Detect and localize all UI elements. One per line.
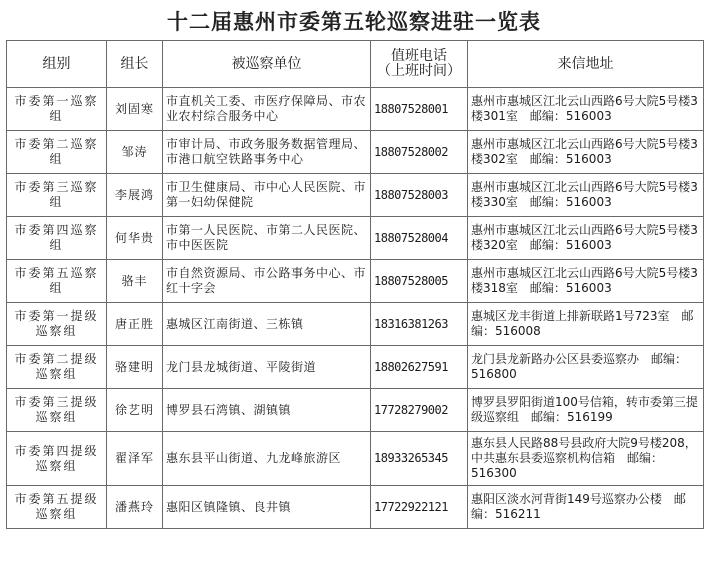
cell-group: 市委第五提级巡察组 — [7, 486, 107, 529]
cell-unit: 惠城区江南街道、三栋镇 — [163, 303, 371, 346]
cell-address: 惠州市惠城区江北云山西路6号大院5号楼3楼301室 邮编：516003 — [468, 88, 704, 131]
cell-leader: 邹涛 — [107, 131, 163, 174]
header-phone-line2: （上班时间） — [377, 63, 461, 79]
cell-leader: 刘固寒 — [107, 88, 163, 131]
cell-phone: 18807528001 — [371, 88, 468, 131]
cell-phone: 18807528003 — [371, 174, 468, 217]
header-row — [7, 41, 704, 88]
cell-leader: 唐正胜 — [107, 303, 163, 346]
cell-group: 市委第五巡察组 — [7, 260, 107, 303]
header-phone — [371, 41, 468, 88]
cell-group: 市委第三巡察组 — [7, 174, 107, 217]
cell-group: 市委第二巡察组 — [7, 131, 107, 174]
cell-group: 市委第二提级巡察组 — [7, 346, 107, 389]
cell-group: 市委第一巡察组 — [7, 88, 107, 131]
cell-unit: 市自然资源局、市公路事务中心、市红十字会 — [163, 260, 371, 303]
cell-group: 市委第一提级巡察组 — [7, 303, 107, 346]
cell-phone: 18802627591 — [371, 346, 468, 389]
header-unit: 被巡察单位 — [163, 41, 371, 88]
cell-leader: 骆丰 — [107, 260, 163, 303]
cell-group: 市委第三提级巡察组 — [7, 389, 107, 432]
cell-unit: 博罗县石湾镇、湖镇镇 — [163, 389, 371, 432]
cell-leader: 翟泽军 — [107, 432, 163, 486]
cell-address: 惠州市惠城区江北云山西路6号大院5号楼3楼320室 邮编：516003 — [468, 217, 704, 260]
table-row — [7, 486, 704, 529]
table-row — [7, 131, 704, 174]
table-row — [7, 260, 704, 303]
cell-leader: 徐艺明 — [107, 389, 163, 432]
cell-phone: 18807528004 — [371, 217, 468, 260]
cell-unit: 惠阳区镇隆镇、良井镇 — [163, 486, 371, 529]
cell-phone: 17722922121 — [371, 486, 468, 529]
cell-group: 市委第四巡察组 — [7, 217, 107, 260]
cell-unit: 惠东县平山街道、九龙峰旅游区 — [163, 432, 371, 486]
cell-unit: 市审计局、市政务服务数据管理局、市港口航空铁路事务中心 — [163, 131, 371, 174]
cell-unit: 市第一人民医院、市第二人民医院、市中医医院 — [163, 217, 371, 260]
table-row — [7, 217, 704, 260]
page-title: 十二届惠州市委第五轮巡察进驻一览表 — [167, 10, 541, 34]
header-group: 组别 — [7, 41, 107, 88]
cell-address: 惠东县人民路88号县政府大院9号楼208，中共惠东县委巡察机构信箱 邮编：516300 — [468, 432, 704, 486]
header-address: 来信地址 — [468, 41, 704, 88]
cell-address: 惠城区龙丰街道上排新联路1号723室 邮编：516008 — [468, 303, 704, 346]
cell-leader: 李展鸿 — [107, 174, 163, 217]
cell-unit: 市直机关工委、市医疗保障局、市农业农村综合服务中心 — [163, 88, 371, 131]
cell-address: 博罗县罗阳街道100号信箱，转市委第三提级巡察组 邮编：516199 — [468, 389, 704, 432]
cell-unit: 龙门县龙城街道、平陵街道 — [163, 346, 371, 389]
cell-leader: 潘燕玲 — [107, 486, 163, 529]
cell-phone: 18933265345 — [371, 432, 468, 486]
table-row — [7, 389, 704, 432]
table-row — [7, 174, 704, 217]
cell-address: 龙门县龙新路办公区县委巡察办 邮编：516800 — [468, 346, 704, 389]
cell-leader: 骆建明 — [107, 346, 163, 389]
table-row — [7, 303, 704, 346]
table-row — [7, 432, 704, 486]
table-row — [7, 88, 704, 131]
header-leader: 组长 — [107, 41, 163, 88]
cell-group: 市委第四提级巡察组 — [7, 432, 107, 486]
cell-address: 惠州市惠城区江北云山西路6号大院5号楼3楼302室 邮编：516003 — [468, 131, 704, 174]
cell-unit: 市卫生健康局、市中心人民医院、市第一妇幼保健院 — [163, 174, 371, 217]
cell-address: 惠阳区淡水河背街149号巡察办公楼 邮编：516211 — [468, 486, 704, 529]
cell-phone: 17728279002 — [371, 389, 468, 432]
cell-address: 惠州市惠城区江北云山西路6号大院5号楼3楼330室 邮编：516003 — [468, 174, 704, 217]
cell-phone: 18807528002 — [371, 131, 468, 174]
cell-phone: 18807528005 — [371, 260, 468, 303]
inspection-table — [6, 40, 704, 529]
cell-address: 惠州市惠城区江北云山西路6号大院5号楼3楼318室 邮编：516003 — [468, 260, 704, 303]
cell-leader: 何华贵 — [107, 217, 163, 260]
table-row — [7, 346, 704, 389]
header-phone-line1: 值班电话 — [391, 48, 447, 64]
cell-phone: 18316381263 — [371, 303, 468, 346]
